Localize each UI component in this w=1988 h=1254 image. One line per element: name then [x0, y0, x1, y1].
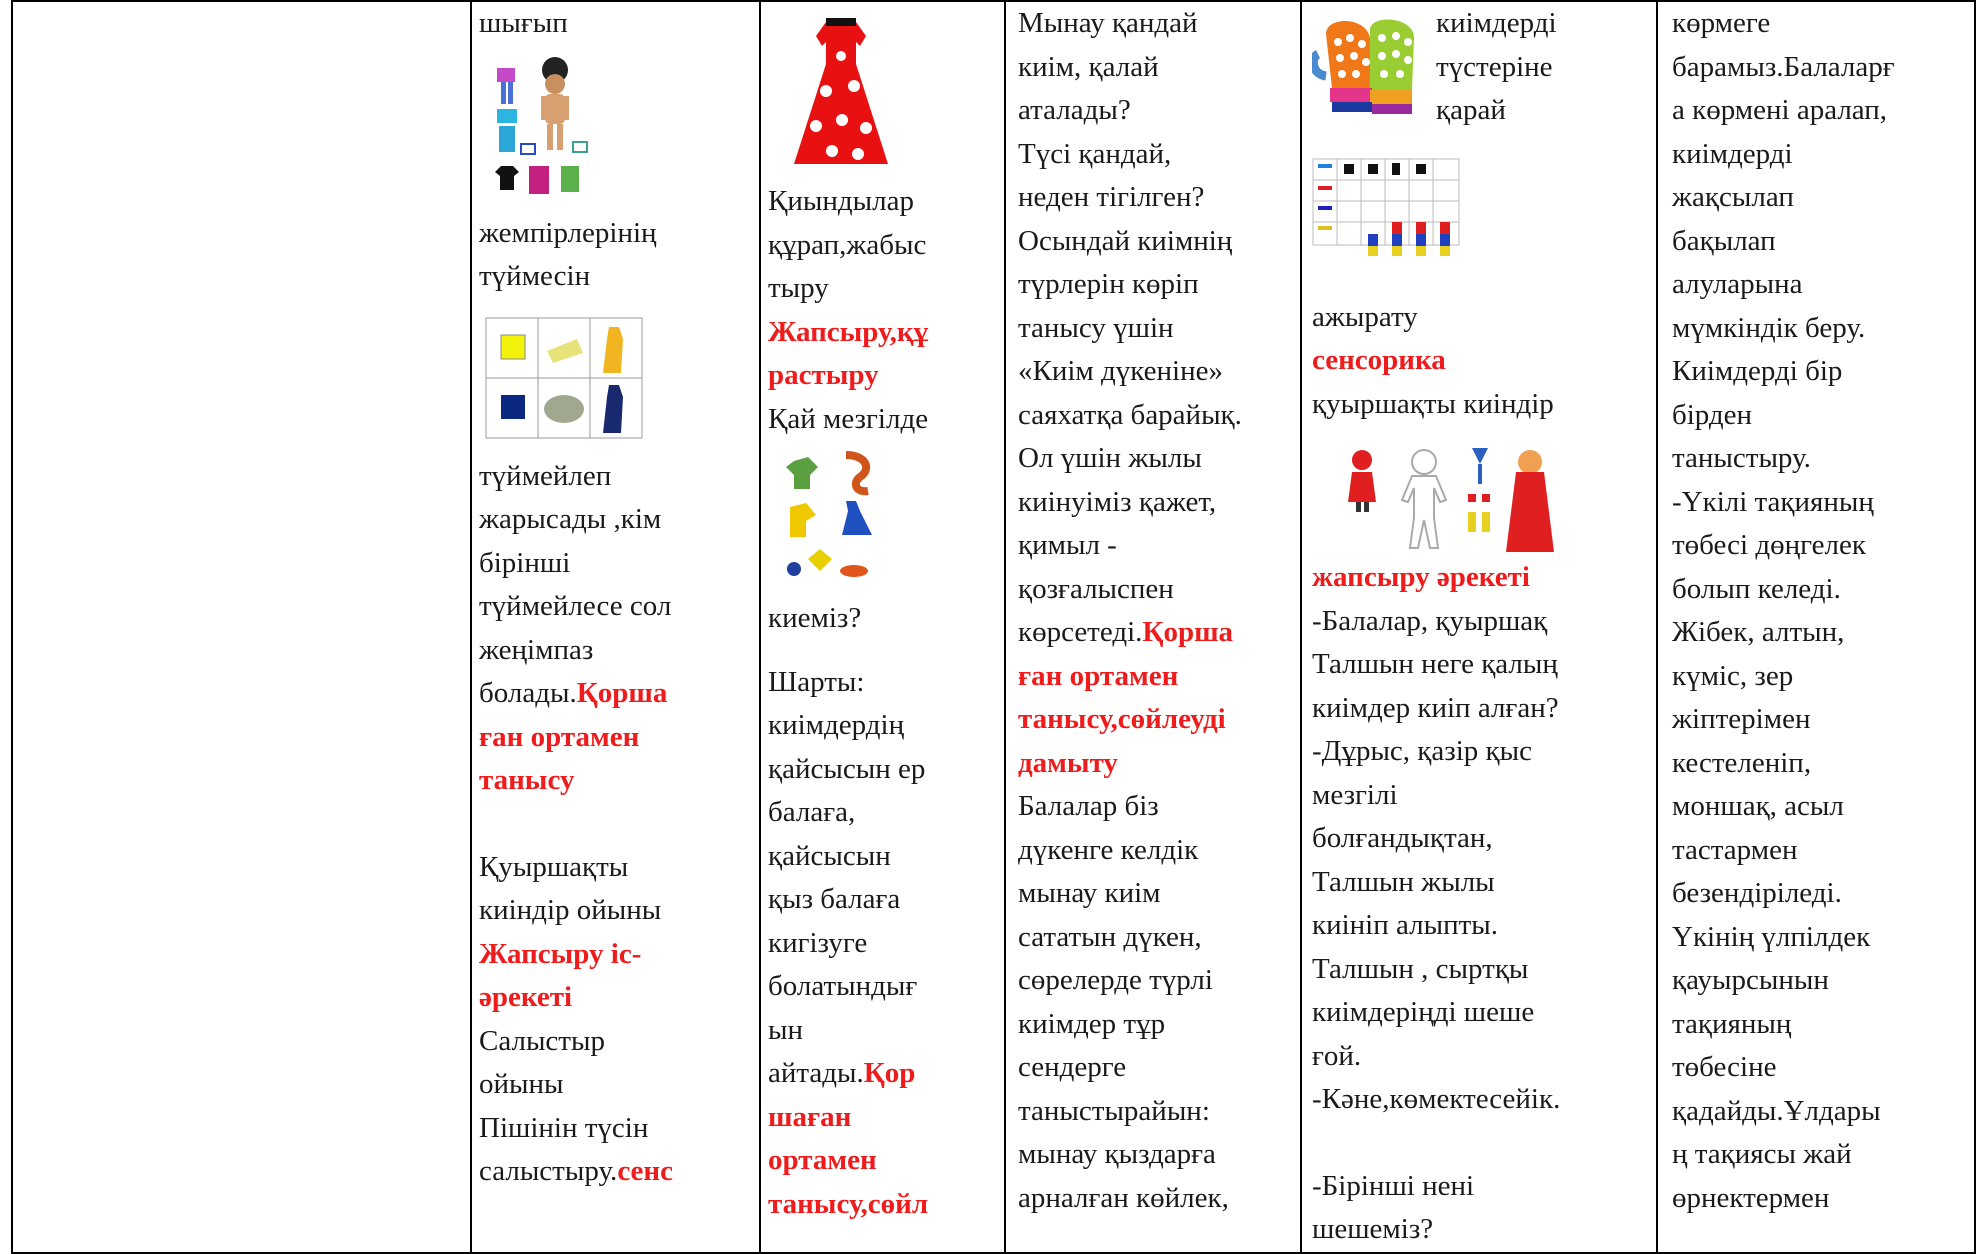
mittens-picture [1312, 14, 1428, 138]
text-line: мынау киім [1018, 877, 1161, 909]
text-line: киімдер тұр [1018, 1007, 1166, 1040]
text-line: киімдерді [1672, 137, 1793, 170]
subject-label: әрекеті [479, 981, 573, 1013]
subject-label: Қорша [576, 677, 668, 709]
text-line: киімдер киіп алған? [1312, 691, 1559, 724]
text-line: Шарты: [768, 665, 865, 698]
text-line: сөрелерде түрлі [1018, 964, 1213, 996]
text-line: а көрмені аралап, [1672, 94, 1888, 126]
text-line: жарысады ,кім [479, 503, 662, 535]
text-line: Балалар біз [1018, 790, 1159, 822]
text-line: таныстырайын: [1018, 1094, 1210, 1127]
text-line: жақсылап [1672, 181, 1794, 213]
text-line: киінуіміз қажет, [1018, 485, 1217, 518]
text-line: тыру [768, 272, 829, 304]
text-line: Осындай киімнің [1018, 224, 1233, 257]
subject-label: сенсорика [1312, 344, 1446, 376]
text-line: қозғалыспен [1018, 572, 1174, 605]
text-line: моншақ, асыл [1672, 790, 1844, 822]
subject-label: Жапсыру,құ [768, 315, 929, 348]
text-line: Талшын , сыртқы [1312, 952, 1529, 985]
text-line: киім, қалай [1018, 50, 1159, 83]
text-line: ын [768, 1013, 804, 1046]
text-line: төбесіне [1672, 1051, 1777, 1083]
text-line: алуларына [1672, 268, 1803, 300]
text-line: Түсі қандай, [1018, 137, 1172, 170]
subject-label: Қорша [1142, 616, 1234, 648]
subject-label: ған ортамен [1018, 659, 1179, 692]
text-line: қадайды.Ұлдары [1672, 1094, 1881, 1127]
text-line: түрлерін көріп [1018, 268, 1199, 300]
text-line: мезгілі [1312, 778, 1398, 811]
text-line: жемпірлерінің [479, 216, 657, 249]
text-line: мүмкіндік беру. [1672, 311, 1866, 344]
text-line: Үкінің үлпілдек [1672, 920, 1871, 953]
cell-column-4 [1301, 1, 1657, 1253]
text-line: қыз балаға [768, 883, 901, 915]
cell-column-5 [1657, 1, 1975, 1253]
text-line: қарай [1436, 94, 1506, 126]
text-line: болатындығ [768, 970, 918, 1002]
text-line: -Үкілі тақияның [1672, 485, 1874, 518]
text-line: саяхатқа барайық. [1018, 398, 1242, 431]
text-line: Мынау қандай [1018, 7, 1198, 39]
text-line: тақияның [1672, 1007, 1792, 1040]
color-matching-grid-picture [485, 317, 757, 441]
lesson-table [11, 0, 1976, 1254]
text-line: барамыз.Балаларғ [1672, 50, 1895, 83]
subject-label: ған ортамен [479, 720, 640, 753]
text-line: киімдердің [768, 709, 905, 741]
text-line: -Балалар, қуыршақ [1312, 604, 1548, 637]
text-line: түймейлеп [479, 459, 612, 492]
text-line: -Кәне,көмектесейік. [1312, 1083, 1561, 1115]
table-row [12, 1, 1975, 1253]
text-line: бірінші [479, 546, 571, 579]
text-line: жеңімпаз [479, 633, 594, 666]
subject-label: танысу [479, 764, 575, 796]
text-line: «Киім дүкеніне» [1018, 355, 1223, 387]
text-line: балаға, [768, 796, 856, 828]
doll-clothes-picture [489, 54, 757, 204]
text-line: ажырату [1312, 300, 1418, 333]
text-line: Ол үшін жылы [1018, 442, 1202, 474]
text-line: Салыстыр [479, 1024, 605, 1057]
text-line: Пішінін түсін [479, 1111, 649, 1144]
text-line: көрмеге [1672, 7, 1771, 39]
text-line: киіндір ойыны [479, 894, 662, 926]
text-line: күміс, зер [1672, 659, 1794, 692]
text-line: қайсысын [768, 839, 891, 872]
cell-column-2 [760, 1, 1005, 1253]
text-line: тастармен [1672, 833, 1798, 866]
text-line: қимыл - [1018, 529, 1117, 561]
text-line: түймейлесе сол [479, 590, 672, 622]
text-line: Қуыршақты [479, 850, 629, 883]
text-line: бірден [1672, 398, 1753, 431]
text-line: шығып [479, 7, 568, 39]
text-line: таныстыру. [1672, 442, 1811, 474]
text-line: құрап,жабыс [768, 228, 927, 261]
text-line: Қай мезгілде [768, 402, 929, 435]
empty-cell [12, 1, 471, 1253]
text-line: түстеріне [1436, 50, 1553, 83]
text-line: аталады? [1018, 94, 1131, 126]
subject-label: танысу,сөйлеуді [1018, 703, 1226, 735]
text-line: салыстыру. [479, 1155, 618, 1187]
text-line: қуыршақты киіндір [1312, 387, 1554, 420]
text-line: Қиындылар [768, 185, 914, 217]
text-line: мынау қыздарға [1018, 1138, 1216, 1170]
text-line: -Бірінші нені [1312, 1169, 1475, 1202]
text-line: безендіріледі. [1672, 877, 1842, 909]
text-line: сататын дүкен, [1018, 920, 1202, 953]
text-line: сендерге [1018, 1051, 1127, 1083]
text-line: төбесі дөңгелек [1672, 529, 1866, 561]
subject-label: Жапсыру іс- [479, 937, 642, 970]
text-line: қауырсынын [1672, 964, 1829, 996]
text-line: көрсетеді. [1018, 616, 1143, 648]
subject-label: шаған [768, 1100, 852, 1133]
subject-label: растыру [768, 359, 879, 391]
text-line: кигізуге [768, 926, 868, 959]
text-line: Талшын неге қалың [1312, 648, 1558, 680]
text-line: жіптерімен [1672, 703, 1811, 735]
text-line: қайсысын ер [768, 752, 926, 785]
cell-column-1 [471, 1, 760, 1253]
cutout-shapes-picture [780, 451, 1002, 591]
text-line: ойыны [479, 1068, 564, 1100]
text-line: киеміз? [768, 602, 862, 634]
text-line: ғой. [1312, 1039, 1362, 1072]
text-line: арналған көйлек, [1018, 1181, 1229, 1214]
text-line: шешеміз? [1312, 1213, 1434, 1245]
text-line: болғандықтан, [1312, 822, 1493, 854]
text-line: киімдерді [1436, 7, 1557, 39]
text-line: Жібек, алтын, [1672, 616, 1845, 648]
cell-column-3 [1005, 1, 1301, 1253]
text-line: түймесін [479, 260, 591, 292]
text-line: өрнектермен [1672, 1181, 1830, 1214]
text-line: Талшын жылы [1312, 865, 1495, 898]
text-line: кестеленіп, [1672, 746, 1812, 779]
subject-label: танысу,сөйл [768, 1187, 929, 1220]
doll-dressing-picture [1342, 442, 1654, 552]
subject-label: дамыту [1018, 746, 1118, 779]
clothes-sorting-grid-picture [1312, 158, 1654, 268]
subject-label: ортамен [768, 1144, 877, 1176]
subject-label: Қор [863, 1057, 916, 1089]
text-line: киініп алыпты. [1312, 909, 1499, 941]
subject-label: жапсыру әрекеті [1312, 561, 1530, 593]
text-line: киімдеріңді шеше [1312, 996, 1535, 1028]
text-line: айтады. [768, 1057, 864, 1089]
text-line: ң тақиясы жай [1672, 1138, 1852, 1170]
text-line: -Дұрыс, қазір қыс [1312, 735, 1532, 767]
red-dress-picture [786, 16, 1002, 176]
text-line: неден тігілген? [1018, 181, 1205, 213]
text-line: танысу үшін [1018, 311, 1174, 344]
text-line: бақылап [1672, 224, 1776, 257]
text-line: болады. [479, 677, 577, 709]
text-line: болып келеді. [1672, 572, 1841, 605]
text-line: дүкенге келдік [1018, 833, 1199, 866]
subject-label: сенс [617, 1155, 673, 1187]
text-line: Киімдерді бір [1672, 355, 1843, 387]
